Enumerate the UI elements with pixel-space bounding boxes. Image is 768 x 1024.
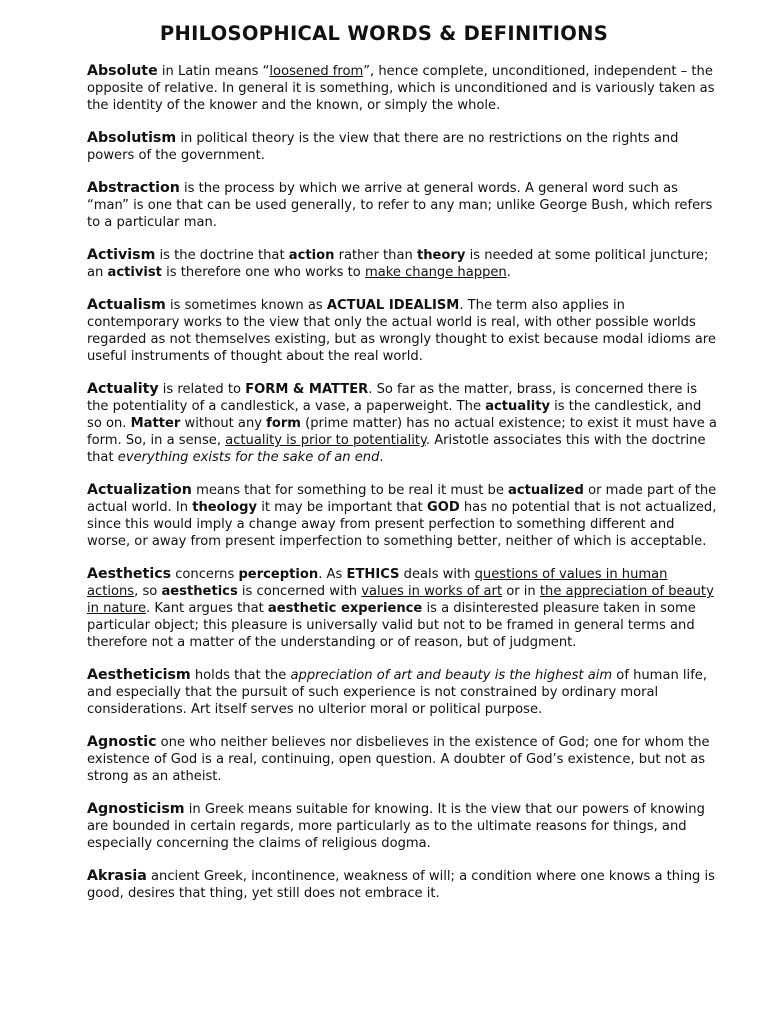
definition-term: Actualism <box>87 297 166 313</box>
definition-entry <box>87 868 718 902</box>
definition-term: Absolutism <box>87 130 177 146</box>
definition-term: Actualization <box>87 482 192 498</box>
underlined-text: actuality is prior to potentiality <box>225 433 426 448</box>
definition-text: holds that the <box>190 668 291 683</box>
definition-text: is related to <box>158 382 246 397</box>
bold-text: theory <box>416 248 466 263</box>
bold-text: GOD <box>426 500 460 515</box>
underlined-text: make change happen <box>364 265 507 280</box>
definition-text: ”, hence complete, unconditioned, independent – the opposite of relative. In general it is something, which is unconditioned and is variously taken as the identity of the knower and the known, or simply the whole. <box>87 64 715 113</box>
definition-text: in political theory is the view that there are no restrictions on the rights and powers of the government. <box>87 131 679 163</box>
definition-text: one who neither believes nor disbelieves in the existence of God; one for whom the existence of God is a real, continuing, open question. A doubter of God’s existence, but not as strong as an atheist. <box>87 735 710 784</box>
definition-entry <box>87 130 718 164</box>
definition-text: is the doctrine that <box>155 248 289 263</box>
definition-entry <box>87 247 718 281</box>
definition-text: . Aristotle associates this with the doctrine that <box>87 433 706 465</box>
bold-text: activist <box>107 265 162 280</box>
underlined-text: values in works of art <box>361 584 503 599</box>
underlined-text: the appreciation of beauty in nature <box>87 584 714 616</box>
definition-entry <box>87 63 718 114</box>
bold-text: ETHICS <box>346 567 400 582</box>
definition-term: Abstraction <box>87 180 180 196</box>
definition-text: . So far as the matter, brass, is concerned there is the potentiality of a candlestick, a vase, a paperweight. The <box>87 382 698 414</box>
definition-text: is the candlestick, and so on. <box>87 399 702 431</box>
definition-entry <box>87 482 718 550</box>
definition-text: deals with <box>399 567 475 582</box>
definition-text: in Latin means “ <box>157 64 270 79</box>
definition-entry <box>87 381 718 466</box>
bold-text: ACTUAL IDEALISM <box>326 298 460 313</box>
definition-text: (prime matter) has no actual existence; to exist it must have a form. So, in a sense, <box>87 416 717 448</box>
definition-text: or in <box>502 584 540 599</box>
definition-text: or made part of the actual world. In <box>87 483 717 515</box>
definition-text: concerns <box>171 567 239 582</box>
bold-text: aesthetic experience <box>267 601 423 616</box>
definition-term: Aestheticism <box>87 667 191 683</box>
definitions-list <box>87 63 718 902</box>
bold-text: theology <box>192 500 258 515</box>
definition-text: in Greek means suitable for knowing. It is the view that our powers of knowing are bounded in certain regards, more particularly as to the ultimate reasons for things, and especially concerning the claims of religious dogma. <box>87 802 705 851</box>
definition-term: Agnostic <box>87 734 157 750</box>
definition-text: is sometimes known as <box>165 298 327 313</box>
definition-text: . As <box>318 567 347 582</box>
definition-term: Aesthetics <box>87 566 172 582</box>
definition-entry <box>87 566 718 651</box>
definition-term: Agnosticism <box>87 801 185 817</box>
definition-entry <box>87 297 718 365</box>
definition-text: it may be important that <box>257 500 427 515</box>
definition-text: . <box>379 450 384 465</box>
definition-text: . The term also applies in contemporary works to the view that only the actual world is real, with other possible worlds regarded as not themselves existing, but as wrongly thought to exist because modal idioms are useful instruments of thought about the real world. <box>87 298 716 364</box>
definition-entry <box>87 801 718 852</box>
definition-text: of human life, and especially that the pursuit of such experience is not constrained by ordinary moral considerations. Art itself serves no ulterior moral or political purpose. <box>87 668 708 717</box>
definition-entry <box>87 734 718 785</box>
definition-text: , so <box>134 584 162 599</box>
bold-text: action <box>288 248 335 263</box>
definition-text: is therefore one who works to <box>161 265 365 280</box>
definition-term: Akrasia <box>87 868 147 884</box>
definition-text: means that for something to be real it must be <box>191 483 509 498</box>
italic-text: appreciation of art and beauty is the highest aim <box>290 668 613 683</box>
definition-term: Absolute <box>87 63 158 79</box>
bold-text: Matter <box>130 416 181 431</box>
definition-term: Activism <box>87 247 156 263</box>
definition-text: is the process by which we arrive at general words. A general word such as “man” is one that can be used generally, to refer to any man; unlike George Bush, which refers to a particular man. <box>87 181 713 230</box>
italic-text: everything exists for the sake of an end <box>117 450 380 465</box>
bold-text: perception <box>238 567 319 582</box>
page-title: PHILOSOPHICAL WORDS & DEFINITIONS <box>159 22 609 45</box>
bold-text: actuality <box>485 399 550 414</box>
bold-text: FORM & MATTER <box>245 382 369 397</box>
definition-term: Actuality <box>87 381 159 397</box>
definition-text: rather than <box>334 248 417 263</box>
definition-text: without any <box>180 416 267 431</box>
underlined-text: questions of values in human actions <box>87 567 668 599</box>
definition-entry <box>87 667 718 718</box>
bold-text: aesthetics <box>161 584 238 599</box>
definition-text: . Kant argues that <box>146 601 268 616</box>
bold-text: form <box>266 416 301 431</box>
bold-text: actualized <box>508 483 584 498</box>
definition-entry <box>87 180 718 231</box>
definition-text: has no potential that is not actualized, since this would imply a change away from present perfection to something different and worse, or away from present imperfection to something better, neither of which is acceptable. <box>87 500 717 549</box>
underlined-text: loosened from <box>269 64 364 79</box>
definition-text: . <box>506 265 511 280</box>
definition-text: is concerned with <box>237 584 362 599</box>
definition-text: is a disinterested pleasure taken in some particular object; this pleasure is universally valid but not to be framed in general terms and therefore not a matter of the understanding or of reason, but of judgment. <box>87 601 696 650</box>
definition-text: ancient Greek, incontinence, weakness of will; a condition where one knows a thing is good, desires that thing, yet still does not embrace it. <box>87 869 715 901</box>
definition-text: is needed at some political juncture; an <box>87 248 709 280</box>
